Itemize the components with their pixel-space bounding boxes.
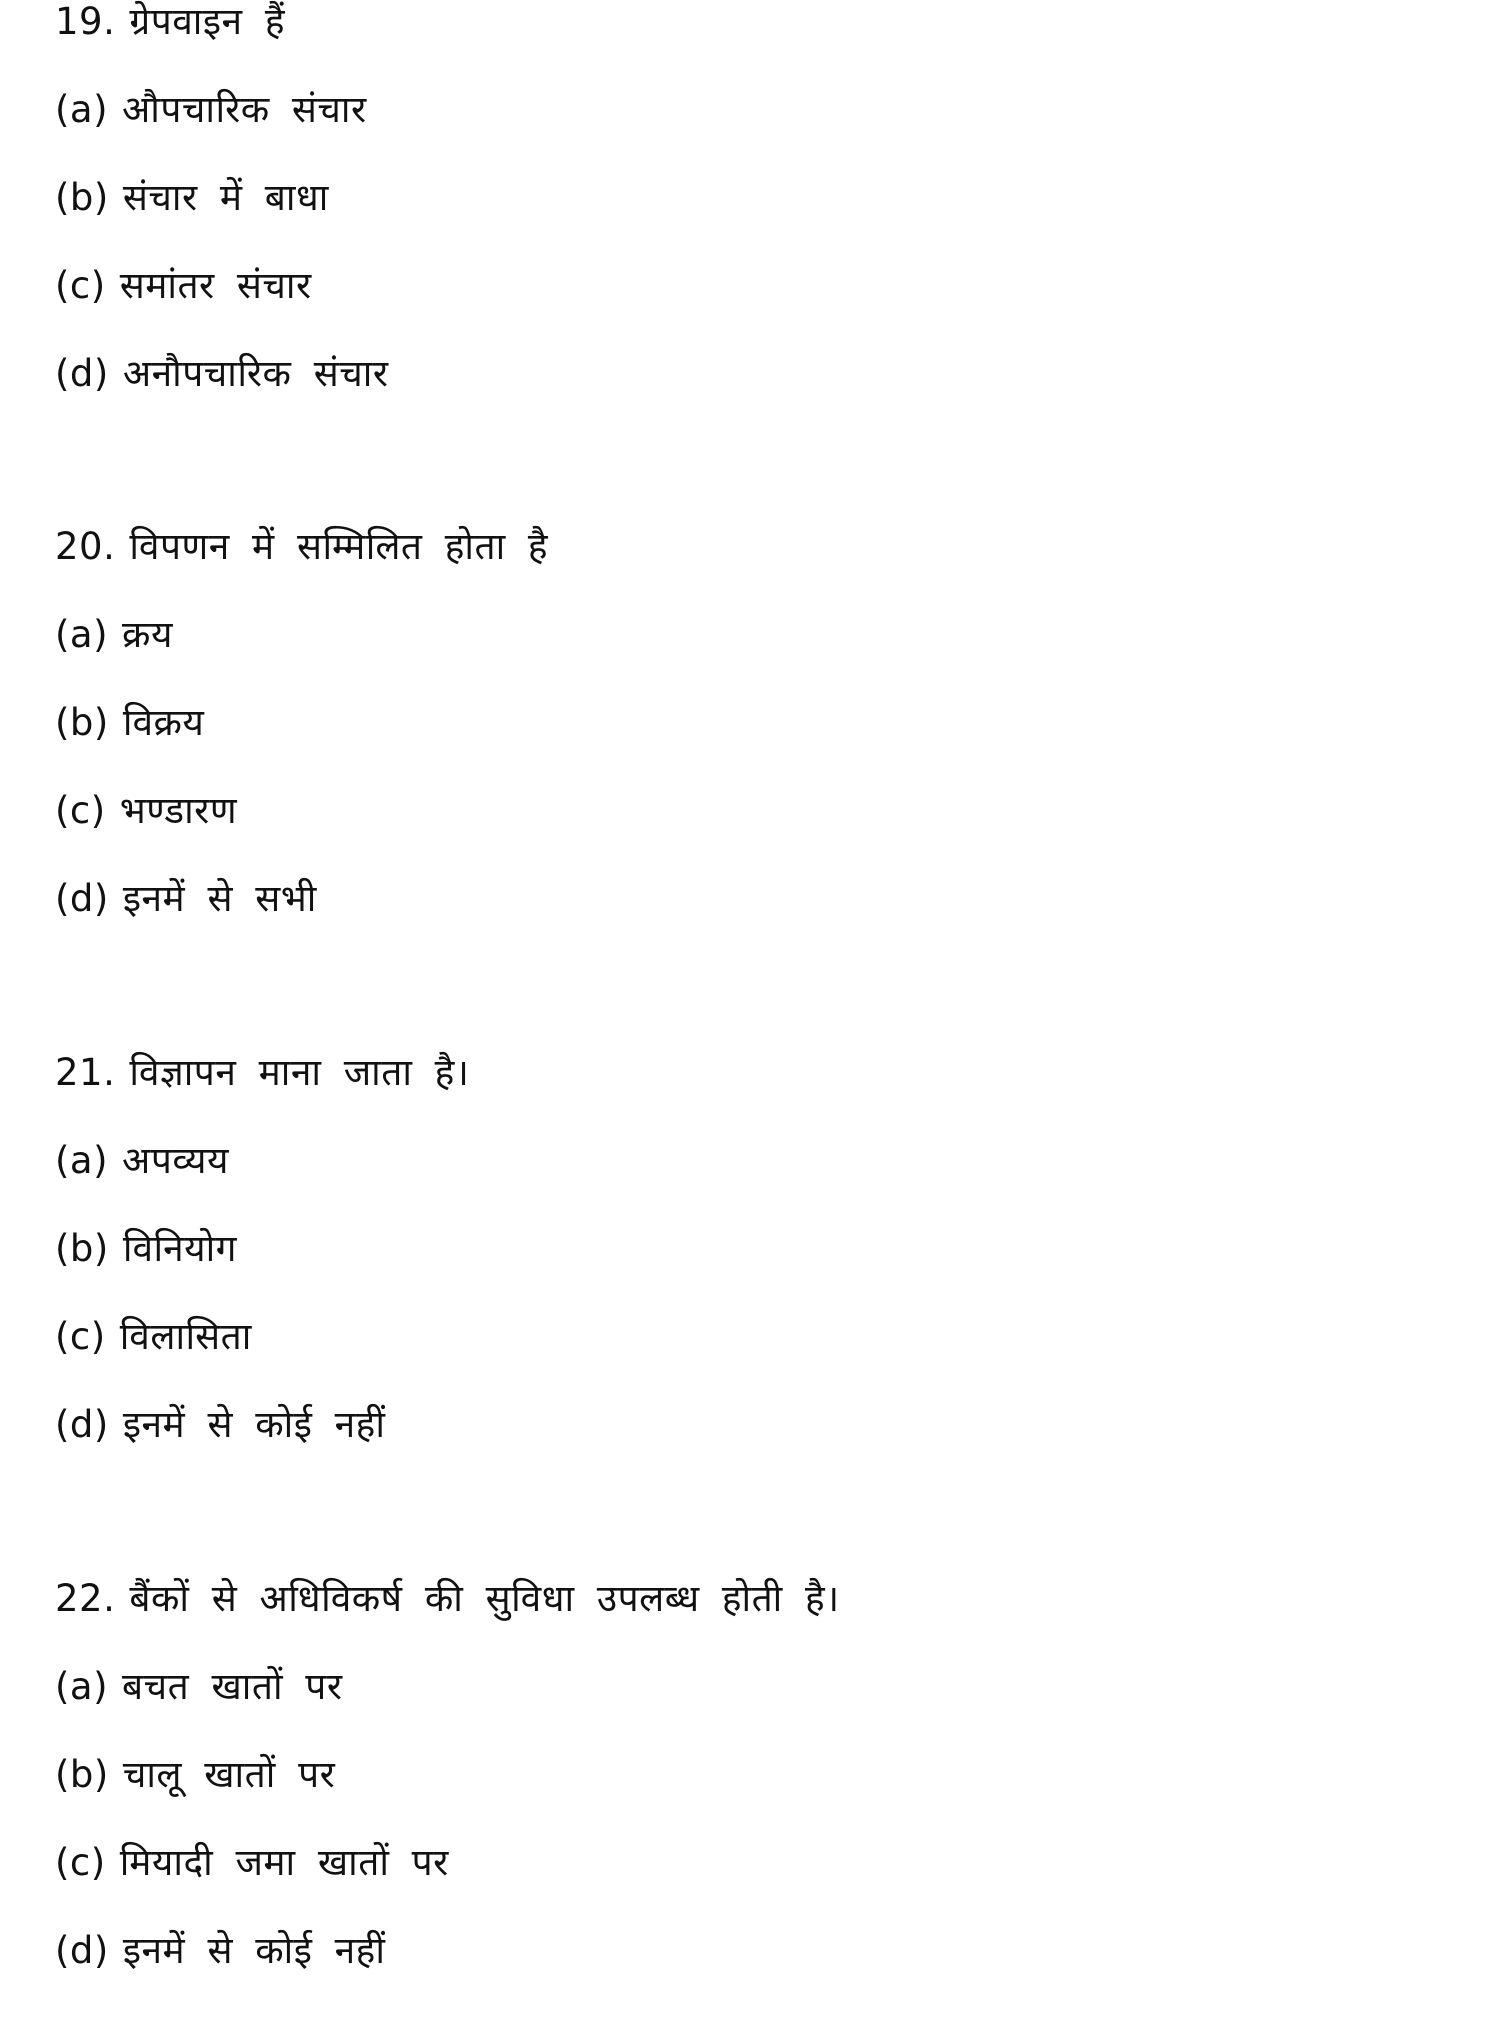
option-label: (b) bbox=[55, 176, 109, 219]
question-number: 20. bbox=[55, 525, 116, 568]
option-label: (b) bbox=[55, 1753, 109, 1796]
option-text: इनमें से सभी bbox=[122, 877, 317, 920]
question-number: 21. bbox=[55, 1051, 116, 1094]
option-label: (d) bbox=[55, 1403, 109, 1446]
option-c bbox=[55, 1315, 1455, 1403]
option-d bbox=[55, 1403, 1455, 1491]
option-text: बचत खातों पर bbox=[122, 1665, 343, 1708]
question-19 bbox=[55, 0, 1455, 440]
question-text-line bbox=[55, 525, 1455, 613]
option-text: विलासिता bbox=[119, 1315, 252, 1358]
option-text: चालू खातों पर bbox=[122, 1753, 336, 1796]
option-text: मियादी जमा खातों पर bbox=[119, 1841, 449, 1884]
option-text: अनौपचारिक संचार bbox=[122, 352, 389, 395]
option-label: (a) bbox=[55, 613, 109, 656]
option-a bbox=[55, 613, 1455, 701]
option-text: औपचारिक संचार bbox=[122, 88, 367, 131]
option-label: (a) bbox=[55, 88, 109, 131]
question-text: विज्ञापन माना जाता है। bbox=[129, 1051, 470, 1094]
option-b bbox=[55, 1753, 1455, 1841]
option-text: क्रय bbox=[122, 613, 173, 656]
option-text: समांतर संचार bbox=[119, 264, 312, 307]
option-d bbox=[55, 877, 1455, 965]
option-b bbox=[55, 701, 1455, 789]
option-d bbox=[55, 1929, 1455, 2017]
option-label: (a) bbox=[55, 1139, 109, 1182]
option-b bbox=[55, 1227, 1455, 1315]
question-20 bbox=[55, 525, 1455, 965]
option-text: भण्डारण bbox=[119, 789, 238, 832]
question-number: 22. bbox=[55, 1577, 116, 1620]
option-d bbox=[55, 352, 1455, 440]
option-label: (b) bbox=[55, 701, 109, 744]
option-a bbox=[55, 1665, 1455, 1753]
option-label: (d) bbox=[55, 352, 109, 395]
option-a bbox=[55, 88, 1455, 176]
option-label: (b) bbox=[55, 1227, 109, 1270]
option-label: (c) bbox=[55, 264, 106, 307]
question-number: 19. bbox=[55, 0, 116, 43]
option-text: संचार में बाधा bbox=[122, 176, 329, 219]
option-a bbox=[55, 1139, 1455, 1227]
option-text: विक्रय bbox=[122, 701, 205, 744]
option-label: (a) bbox=[55, 1665, 109, 1708]
question-text: ग्रेपवाइन हैं bbox=[129, 0, 285, 43]
question-22 bbox=[55, 1577, 1455, 2017]
option-label: (c) bbox=[55, 1315, 106, 1358]
option-c bbox=[55, 1841, 1455, 1929]
option-label: (c) bbox=[55, 789, 106, 832]
option-text: इनमें से कोई नहीं bbox=[122, 1929, 386, 1972]
option-c bbox=[55, 264, 1455, 352]
question-text-line bbox=[55, 1051, 1455, 1139]
question-text: विपणन में सम्मिलित होता है bbox=[129, 525, 549, 568]
option-label: (c) bbox=[55, 1841, 106, 1884]
option-label: (d) bbox=[55, 1929, 109, 1972]
question-text: बैंकों से अधिविकर्ष की सुविधा उपलब्ध होती है। bbox=[129, 1577, 840, 1620]
option-text: इनमें से कोई नहीं bbox=[122, 1403, 386, 1446]
question-21 bbox=[55, 1051, 1455, 1491]
option-b bbox=[55, 176, 1455, 264]
option-c bbox=[55, 789, 1455, 877]
question-text-line bbox=[55, 1577, 1455, 1665]
option-text: विनियोग bbox=[122, 1227, 238, 1270]
option-text: अपव्यय bbox=[122, 1139, 229, 1182]
option-label: (d) bbox=[55, 877, 109, 920]
question-text-line bbox=[55, 0, 1455, 88]
